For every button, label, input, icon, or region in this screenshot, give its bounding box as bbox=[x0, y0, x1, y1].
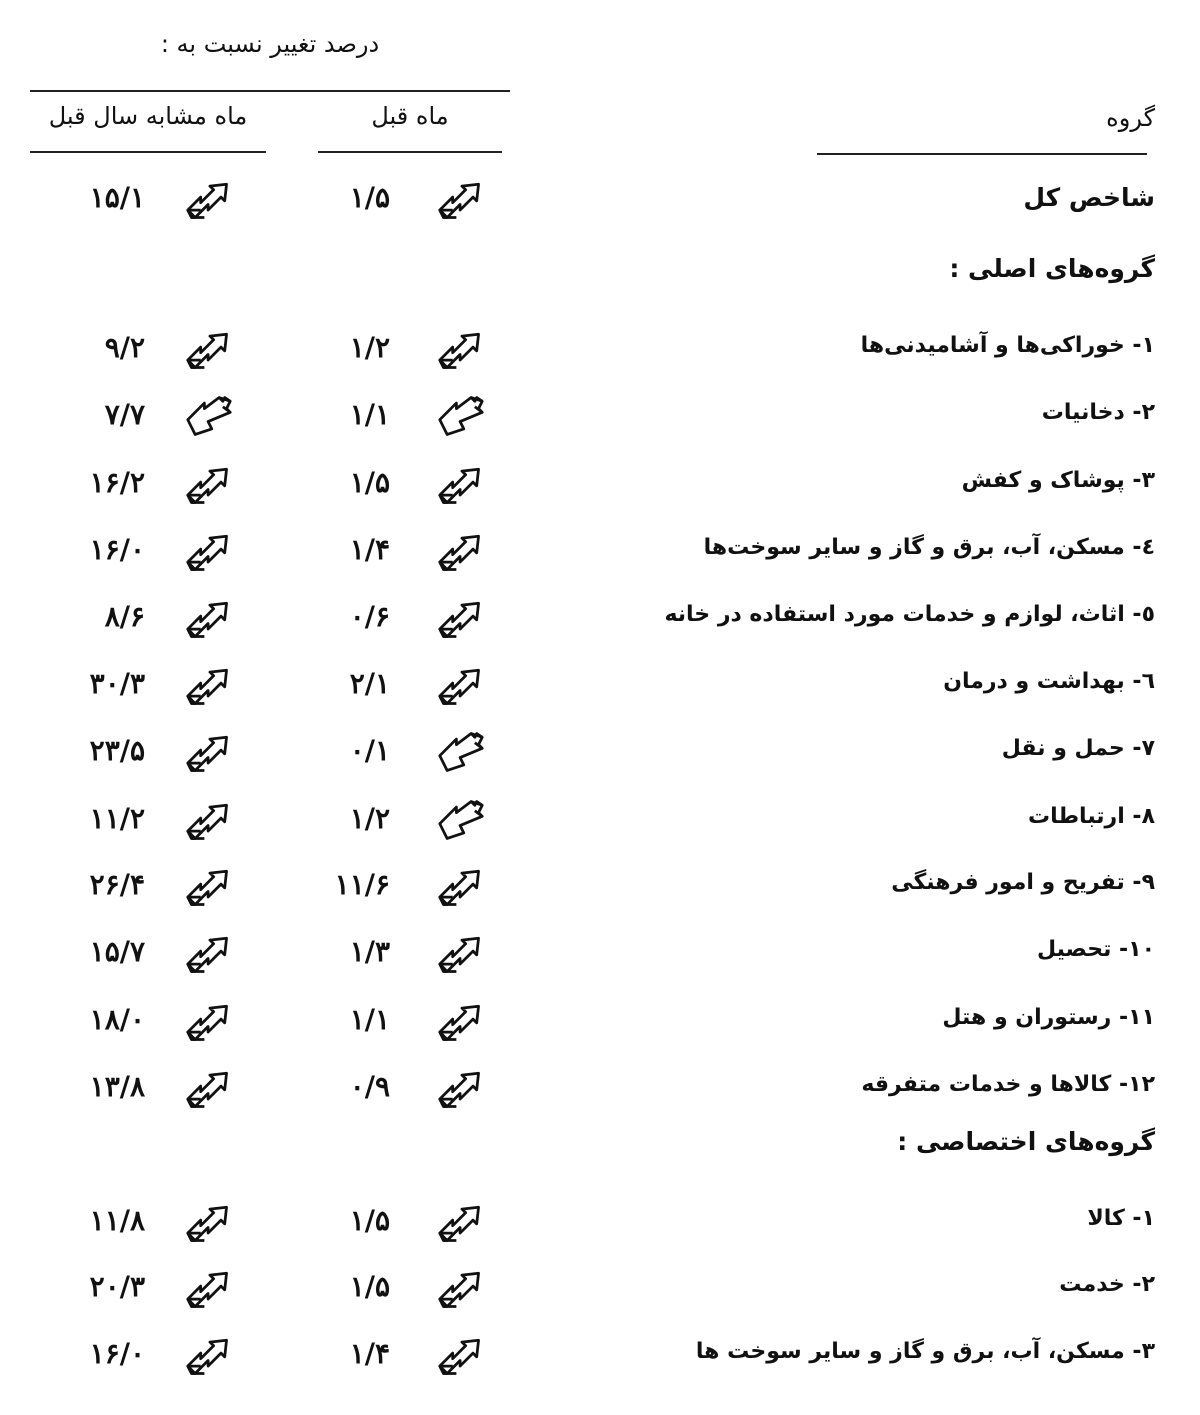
same-month-last-year-value: ۳۰/۳ bbox=[89, 667, 145, 700]
same-month-last-year-value: ۱۶/۰ bbox=[89, 1337, 145, 1370]
same-month-last-year-value: ۹/۲ bbox=[104, 331, 145, 364]
prev-month-value: ۱۱/۶ bbox=[334, 868, 390, 901]
group-label: ۱۲- کالاها و خدمات متفرقه bbox=[861, 1072, 1155, 1097]
arrow-up-icon bbox=[180, 728, 238, 776]
arrow-up-icon bbox=[180, 325, 238, 373]
arrow-down-icon bbox=[180, 392, 238, 440]
same-month-last-year-value: ۱۱/۲ bbox=[89, 802, 145, 835]
group-label: ۹- تفریح و امور فرهنگی bbox=[891, 870, 1155, 895]
arrow-up-icon bbox=[432, 1264, 490, 1312]
col-header-prev-month: ماه قبل bbox=[371, 102, 449, 130]
prev-month-value: ۱/۲ bbox=[349, 802, 390, 835]
group-label: ۳- پوشاک و کفش bbox=[961, 468, 1155, 493]
col-divider-prev bbox=[318, 151, 502, 153]
prev-month-value: ۲/۱ bbox=[349, 667, 390, 700]
group-label: ۱۱- رستوران و هتل bbox=[942, 1005, 1155, 1030]
prev-month-value: ۱/۳ bbox=[349, 935, 390, 968]
arrow-up-icon bbox=[432, 862, 490, 910]
same-month-last-year-value: ۲۶/۴ bbox=[89, 868, 145, 901]
group-label: ۳- مسکن، آب، برق و گاز و سایر سوخت ها bbox=[695, 1339, 1155, 1364]
same-month-last-year-value: ۸/۶ bbox=[104, 600, 145, 633]
prev-month-value: ۰/۶ bbox=[349, 600, 390, 633]
prev-month-value: ۱/۴ bbox=[349, 533, 390, 566]
group-label: ۱- خوراکی‌ها و آشامیدنی‌ها bbox=[860, 333, 1155, 358]
arrow-down-icon bbox=[432, 392, 490, 440]
arrow-up-icon bbox=[180, 1198, 238, 1246]
prev-month-value: ۱/۵ bbox=[349, 181, 390, 214]
arrow-up-icon bbox=[180, 527, 238, 575]
section-title: گروه‌های اختصاصی : bbox=[897, 1127, 1155, 1156]
same-month-last-year-value: ۲۰/۳ bbox=[89, 1270, 145, 1303]
arrow-up-icon bbox=[432, 997, 490, 1045]
col-header-same-month-last-year: ماه مشابه سال قبل bbox=[48, 102, 248, 130]
col-divider-yoy bbox=[30, 151, 266, 153]
header-divider bbox=[30, 90, 510, 92]
arrow-up-icon bbox=[432, 325, 490, 373]
same-month-last-year-value: ۱۳/۸ bbox=[89, 1070, 145, 1103]
arrow-up-icon bbox=[432, 1064, 490, 1112]
arrow-down-icon bbox=[432, 796, 490, 844]
col-header-group: گروه bbox=[1106, 104, 1155, 132]
arrow-up-icon bbox=[180, 1264, 238, 1312]
same-month-last-year-value: ۱۵/۷ bbox=[89, 935, 145, 968]
prev-month-value: ۱/۵ bbox=[349, 466, 390, 499]
arrow-up-icon bbox=[180, 594, 238, 642]
prev-month-value: ۱/۵ bbox=[349, 1204, 390, 1237]
same-month-last-year-value: ۲۳/۵ bbox=[89, 734, 145, 767]
same-month-last-year-value: ۱۵/۱ bbox=[89, 181, 145, 214]
section-title: گروه‌های اصلی : bbox=[949, 254, 1155, 283]
arrow-up-icon bbox=[432, 1198, 490, 1246]
arrow-up-icon bbox=[180, 1331, 238, 1379]
group-label: ۸- ارتباطات bbox=[1027, 804, 1155, 829]
prev-month-value: ۱/۱ bbox=[349, 1003, 390, 1036]
same-month-last-year-value: ۱۶/۰ bbox=[89, 533, 145, 566]
col-divider-group bbox=[817, 153, 1147, 155]
same-month-last-year-value: ۱۶/۲ bbox=[89, 466, 145, 499]
group-label: ۲- خدمت bbox=[1059, 1272, 1155, 1297]
arrow-up-icon bbox=[432, 661, 490, 709]
prev-month-value: ۰/۱ bbox=[349, 734, 390, 767]
group-label: ٤- مسکن، آب، برق و گاز و سایر سوخت‌ها bbox=[703, 535, 1155, 560]
arrow-up-icon bbox=[432, 594, 490, 642]
group-label: ۱۰- تحصیل bbox=[1036, 937, 1155, 962]
arrow-up-icon bbox=[180, 796, 238, 844]
arrow-up-icon bbox=[180, 862, 238, 910]
prev-month-value: ۱/۴ bbox=[349, 1337, 390, 1370]
arrow-up-icon bbox=[180, 460, 238, 508]
same-month-last-year-value: ۱۱/۸ bbox=[89, 1204, 145, 1237]
total-index-label: شاخص کل bbox=[1023, 183, 1155, 212]
group-label: ٥- اثاث، لوازم و خدمات مورد استفاده در خانه bbox=[664, 602, 1155, 627]
arrow-up-icon bbox=[432, 1331, 490, 1379]
arrow-up-icon bbox=[432, 527, 490, 575]
same-month-last-year-value: ۷/۷ bbox=[104, 398, 145, 431]
prev-month-value: ۱/۱ bbox=[349, 398, 390, 431]
group-label: ٦- بهداشت و درمان bbox=[943, 669, 1155, 694]
percent-change-header: درصد تغییر نسبت به : bbox=[160, 30, 380, 58]
arrow-up-icon bbox=[432, 929, 490, 977]
prev-month-value: ۱/۲ bbox=[349, 331, 390, 364]
arrow-up-icon bbox=[180, 997, 238, 1045]
arrow-up-icon bbox=[180, 1064, 238, 1112]
group-label: ۷- حمل و نقل bbox=[1001, 736, 1155, 761]
arrow-up-icon bbox=[432, 460, 490, 508]
arrow-up-icon bbox=[180, 661, 238, 709]
group-label: ۱- کالا bbox=[1087, 1206, 1155, 1231]
arrow-up-icon bbox=[432, 175, 490, 223]
group-label: ۲- دخانیات bbox=[1041, 400, 1155, 425]
prev-month-value: ۱/۵ bbox=[349, 1270, 390, 1303]
arrow-up-icon bbox=[180, 929, 238, 977]
arrow-down-icon bbox=[432, 728, 490, 776]
prev-month-value: ۰/۹ bbox=[349, 1070, 390, 1103]
same-month-last-year-value: ۱۸/۰ bbox=[89, 1003, 145, 1036]
arrow-up-icon bbox=[180, 175, 238, 223]
